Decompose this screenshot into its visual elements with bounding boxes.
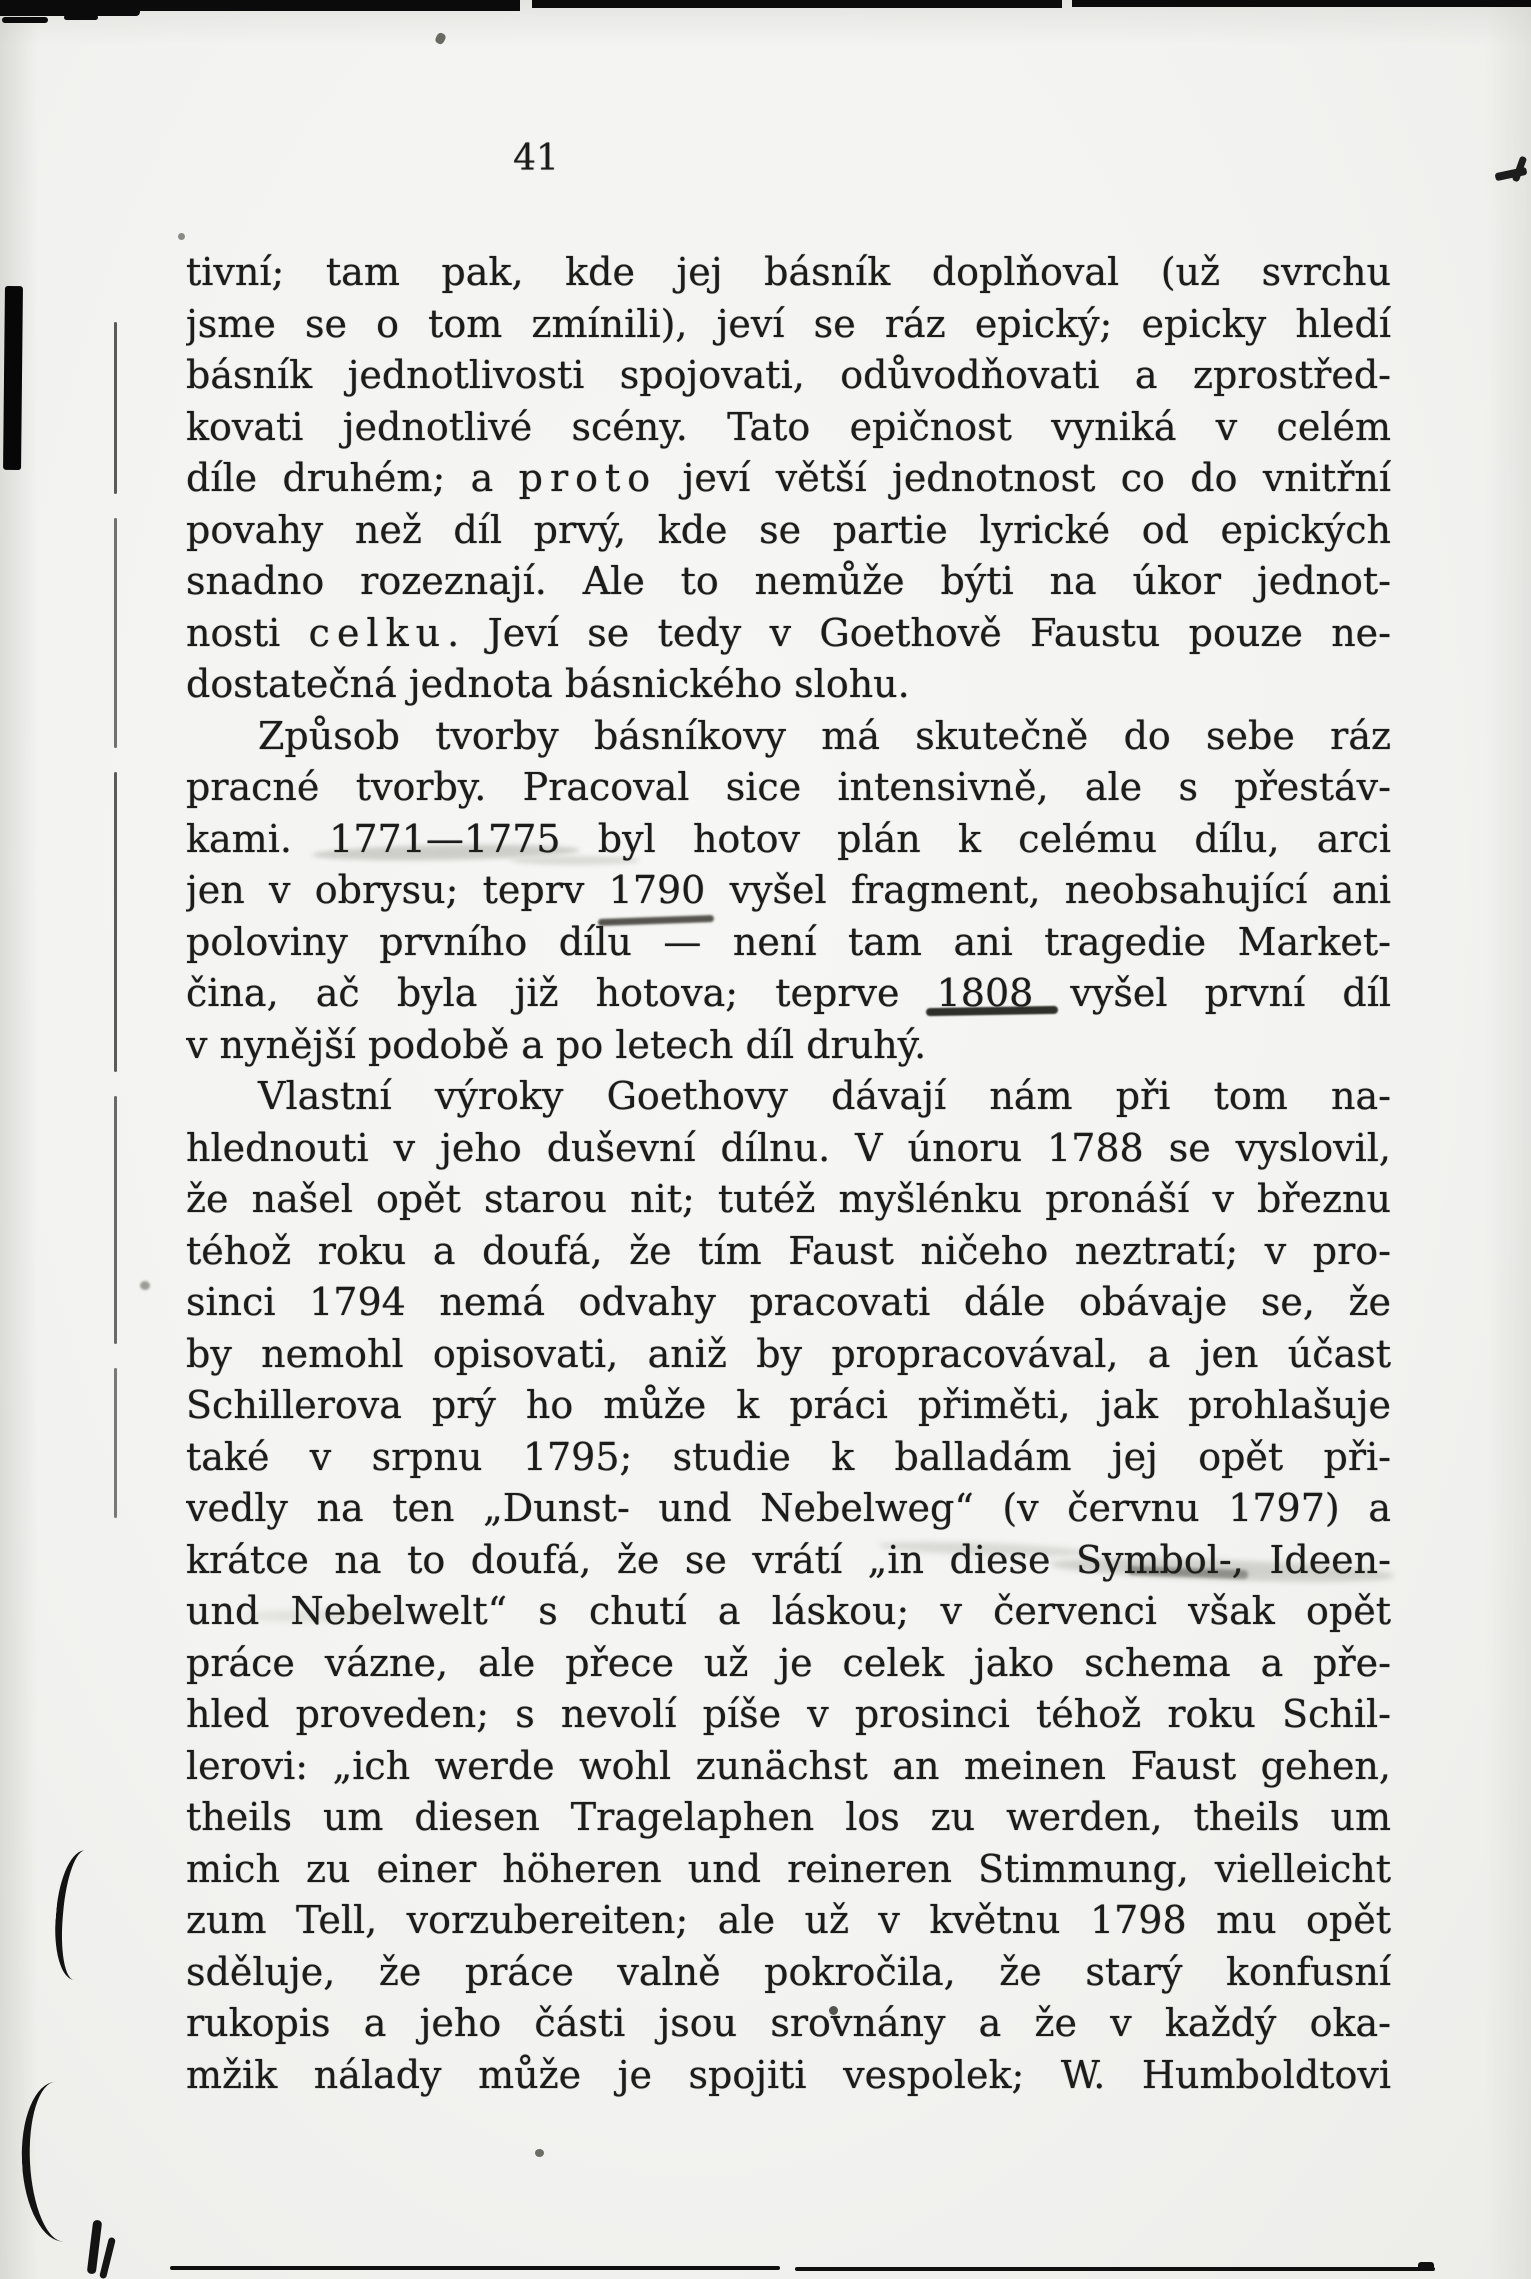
- text-line: dostatečná jednota básnického slohu.: [186, 662, 910, 706]
- text-line: sinci 1794 nemá odvahy pracovati dále obávaje se, že: [186, 1280, 1391, 1324]
- text-line: jen v obrysu; teprv 1790 vyšel fragment, neobsahující ani: [186, 868, 1391, 912]
- bottom-edge-nub: [1418, 2262, 1434, 2271]
- left-crease-line-4: [114, 1096, 117, 1344]
- bottom-left-stroke-2: [99, 2237, 116, 2279]
- ink-speck: [140, 1281, 150, 1290]
- text-line: jsme se o tom zmínili), jeví se ráz epický; epicky hledí: [186, 301, 1391, 346]
- ink-speck: [178, 233, 185, 240]
- text-line: hlednouti v jeho duševní dílnu. V únoru 1788 se vyslovil,: [186, 1125, 1391, 1170]
- text-line: povahy než díl prvý, kde se partie lyrické od epických: [186, 507, 1391, 552]
- top-edge-bar-thick: [0, 0, 140, 16]
- left-crease-line-2: [114, 518, 117, 748]
- text-line: krátce na to doufá, že se vrátí „in diese Symbol-, Ideen-: [186, 1537, 1391, 1582]
- text-line: pracné tvorby. Pracoval sice intensivně, ale s přestáv-: [186, 765, 1391, 809]
- text-line: čina, ač byla již hotova; teprve 1808 vyšel první díl: [186, 971, 1391, 1015]
- bottom-left-stroke-1: [87, 2220, 103, 2275]
- bottom-edge-line-1: [170, 2266, 780, 2270]
- top-edge-bar-right: [1072, 0, 1531, 7]
- text-line: snadno rozeznají. Ale to nemůže býti na úkor jednot-: [186, 559, 1391, 603]
- text-line: v nynější podobě a po letech díl druhý.: [186, 1022, 927, 1067]
- left-crease-line-1: [114, 322, 117, 494]
- bottom-edge-line-2: [795, 2267, 1435, 2271]
- text-line: že našel opět starou nit; tutéž myšlénku pronáší v březnu: [186, 1177, 1391, 1221]
- page-number: 41: [513, 138, 559, 179]
- text-line: téhož roku a doufá, že tím Faust ničeho neztratí; v pro-: [186, 1228, 1391, 1273]
- text-line: lerovi: „ich werde wohl zunächst an meinen Faust gehen,: [186, 1743, 1391, 1788]
- text-line: nosti celku. Jeví se tedy v Goethově Faustu pouze ne-: [186, 610, 1391, 655]
- left-crease-line-3: [114, 772, 117, 1072]
- text-line: und Nebelwelt“ s chutí a láskou; v červenci však opět: [186, 1589, 1391, 1633]
- text-line: mich zu einer höheren und reineren Stimmung, vielleicht: [186, 1846, 1391, 1891]
- text-line: Vlastní výroky Goethovy dávají nám při tom na-: [258, 1074, 1391, 1118]
- text-line: mžik nálady může je spojiti vespolek; W. Humboldtovi: [186, 2052, 1391, 2097]
- letterspaced-word: proto: [518, 456, 658, 500]
- text-line: hled proveden; s nevolí píše v prosinci téhož roku Schil-: [186, 1692, 1391, 1736]
- text-line: práce vázne, ale přece už je celek jako schema a pře-: [186, 1640, 1391, 1685]
- text-line: tivní; tam pak, kde jej básník doplňoval (už svrchu: [186, 250, 1391, 294]
- text-block: [186, 247, 1391, 2101]
- text-line: kami. 1771—1775 byl hotov plán k celému dílu, arci: [186, 816, 1391, 861]
- left-margin-ink-bar: [3, 286, 23, 470]
- text-line: vedly na ten „Dunst- und Nebelweg“ (v červnu 1797) a: [186, 1486, 1391, 1530]
- text-line: také v srpnu 1795; studie k balladám jej opět při-: [186, 1434, 1391, 1479]
- text-line: kovati jednotlivé scény. Tato epičnost vyniká v celém: [186, 404, 1391, 449]
- text-line: díle druhém; a proto jeví větší jednotnost co do vnitřní: [186, 456, 1391, 500]
- text-line: zum Tell, vorzubereiten; ale už v květnu 1798 mu opět: [186, 1898, 1391, 1942]
- ink-speck: [434, 32, 447, 46]
- text-line: rukopis a jeho části jsou srovnány a že v každý oka-: [186, 2001, 1391, 2045]
- top-edge-bar-middle: [532, 0, 1062, 8]
- ink-speck: [535, 2149, 544, 2157]
- bottom-left-curve-1: [50, 1848, 104, 1981]
- left-crease-line-5: [114, 1368, 117, 1518]
- text-line: sděluje, že práce valně pokročila, že starý konfusní: [186, 1949, 1391, 1994]
- top-edge-dash-2: [64, 15, 98, 20]
- text-line: básník jednotlivosti spojovati, odůvodňovati a zprostřed-: [186, 353, 1391, 397]
- text-line: poloviny prvního dílu — není tam ani tragedie Market-: [186, 919, 1391, 964]
- bottom-left-curve-2: [18, 2081, 84, 2244]
- letterspaced-word: celku: [308, 610, 448, 655]
- text-line: by nemohl opisovati, aniž by propracovával, a jen účast: [186, 1331, 1391, 1376]
- text-line: theils um diesen Tragelaphen los zu werden, theils um: [186, 1795, 1391, 1839]
- text-line: Způsob tvorby básníkovy má skutečně do sebe ráz: [258, 713, 1391, 758]
- text-line: Schillerova prý ho může k práci přiměti, jak prohlašuje: [186, 1383, 1391, 1427]
- top-edge-dash-1: [2, 17, 48, 23]
